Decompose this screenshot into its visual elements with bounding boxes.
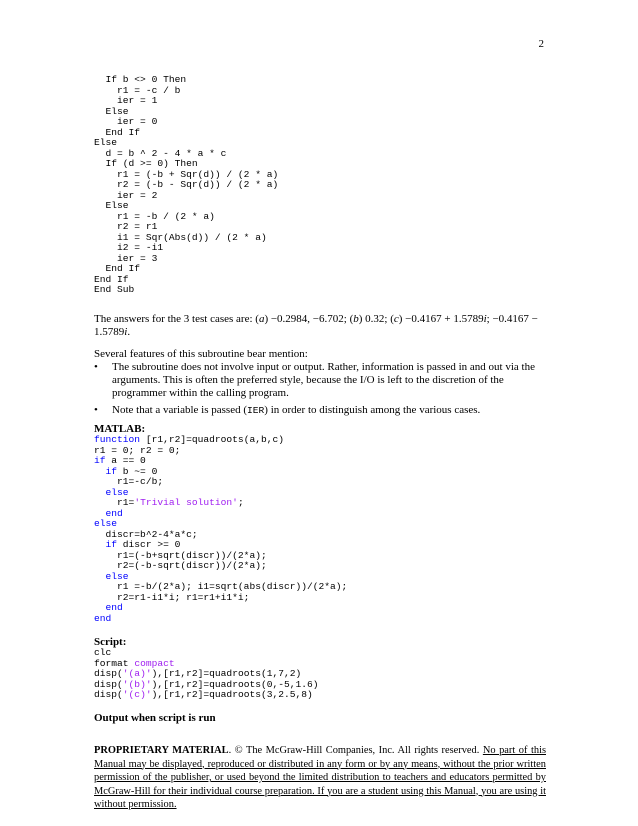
script-code-block (94, 648, 319, 701)
code-line (94, 571, 129, 582)
code-string: '(a)' (122, 668, 152, 679)
answers-label-c: c (393, 313, 399, 325)
code-text (94, 508, 106, 519)
code-keyword: end (105, 602, 123, 613)
vba-code-block: If b <> 0 Then r1 = -c / b ier = 1 Else ier = 0 End If Else d = b ^ 2 - 4 * a * c If (d >= 0) Then r1 = (-b + Sqr(d)) / (2 * a) r2 = (-b - Sqr(d)) / (2 * a) ier = 2 Else r1 = -b / (2 * a) r2 = r1 i1 = Sqr(Abs(d)) / (2 * a) i2 = -i1 ier = 3 End If End If End Sub (94, 74, 279, 295)
code-line (94, 487, 129, 498)
code-text: discr >= 0 (117, 539, 181, 550)
code-text (94, 602, 106, 613)
code-text: disp( (94, 668, 123, 679)
output-heading: Output when script is run (94, 712, 216, 724)
code-line (94, 647, 111, 658)
feature-text: The subroutine does not involve input or output. Rather, information is passed in and out via the arguments. This is often the preferred style, because the I/O is left to the discretion of the programmer within the calling program. (112, 361, 535, 399)
list-item (94, 361, 546, 400)
code-text (94, 466, 106, 477)
footer-plain: . © The McGraw-Hill Companies, Inc. All rights reserved. (228, 745, 483, 756)
answers-prefix: The answers for the 3 test cases are: ( (94, 313, 259, 325)
answers-value-b: ) 0.32; ( (358, 313, 394, 325)
code-line (94, 455, 146, 466)
code-text: r1 =-b/(2*a); i1=sqrt(abs(discr))/(2*a); (94, 581, 348, 592)
feature-text-before: Note that a variable is passed ( (112, 404, 248, 416)
code-string: 'Trivial solution' (134, 497, 238, 508)
code-text: format (94, 657, 135, 669)
code-text: r2=r1-i1*i; r1=r1+i1*i; (94, 591, 250, 603)
code-line (94, 602, 123, 613)
code-text (94, 571, 106, 582)
code-text: ),[r1,r2]=quadroots(1,7,2) (151, 668, 302, 679)
code-keyword: if (105, 465, 118, 477)
code-line (94, 466, 157, 477)
code-line (94, 689, 313, 700)
code-string: '(c)' (122, 689, 152, 700)
inline-code: IER (247, 405, 265, 416)
code-line (94, 434, 284, 445)
code-line (94, 668, 301, 679)
matlab-heading: MATLAB: (94, 423, 146, 435)
code-text: r1=-c/b; (94, 476, 164, 487)
answers-label-b: b (353, 313, 359, 325)
code-text: ),[r1,r2]=quadroots(0,-5,1.6) (151, 678, 319, 690)
bullet-icon: • (94, 404, 98, 416)
code-keyword: if (94, 455, 106, 466)
script-heading: Script: (94, 636, 127, 648)
code-keyword: function (94, 434, 141, 445)
code-keyword: else (105, 486, 129, 498)
answers-suffix: . (127, 326, 131, 338)
answers-value-c-2: ; −0.4167 − 1.5789 (94, 313, 538, 338)
code-text: [r1,r2]=quadroots(a,b,c) (140, 434, 284, 445)
code-line (94, 476, 163, 487)
code-line (94, 497, 244, 508)
features-intro: Several features of this subroutine bear mention: (94, 348, 308, 360)
copyright-footer (94, 744, 546, 812)
code-line (94, 518, 117, 529)
code-line (94, 592, 249, 603)
code-line (94, 539, 180, 550)
code-text: r2=(-b-sqrt(discr))/(2*a); (94, 560, 267, 571)
code-keyword: if (105, 539, 118, 550)
code-text: clc (94, 647, 112, 658)
imaginary-unit: i (124, 326, 128, 338)
code-line (94, 658, 175, 669)
code-text: discr=b^2-4*a*c; (94, 528, 198, 540)
code-text: a == 0 (105, 455, 146, 466)
code-line (94, 581, 347, 592)
code-line (94, 508, 123, 519)
answers-label-a: a (258, 313, 265, 325)
code-text: disp( (94, 689, 123, 700)
code-text: disp( (94, 678, 123, 690)
page-number: 2 (538, 38, 544, 50)
footer-underlined: No part of this Manual may be displayed, reproduced or distributed in any form or by any means, without the prior written permission of the publisher, or used beyond the limited distribution to teachers and educators permitted by McGraw-Hill for their individual course preparation. If you are a student using this Manual, you are using it without permission. (94, 745, 546, 810)
code-line (94, 529, 198, 540)
code-keyword: end (105, 507, 123, 519)
code-line (94, 560, 267, 571)
answers-paragraph (94, 313, 546, 339)
code-string: compact (134, 657, 175, 669)
answers-value-c-1: ) −0.4167 + 1.5789 (398, 313, 484, 325)
code-line (94, 679, 319, 690)
code-text: ; (237, 497, 244, 508)
code-line (94, 550, 267, 561)
footer-bold: PROPRIETARY MATERIAL (94, 745, 229, 756)
features-list (94, 361, 546, 421)
code-string: '(b)' (122, 678, 152, 690)
code-text: ),[r1,r2]=quadroots(3,2.5,8) (151, 689, 313, 700)
code-keyword: else (94, 518, 118, 529)
feature-text-after: ) in order to distinguish among the various cases. (264, 404, 481, 416)
code-text (94, 539, 106, 550)
code-keyword: end (94, 612, 112, 624)
matlab-code-block (94, 435, 347, 624)
imaginary-unit: i (483, 313, 487, 325)
code-line (94, 613, 111, 624)
bullet-icon: • (94, 361, 98, 373)
code-text: r1= (94, 497, 135, 508)
code-text: b ~= 0 (117, 465, 158, 477)
code-text (94, 487, 106, 498)
code-line (94, 445, 180, 456)
code-text: r1 = 0; r2 = 0; (94, 444, 181, 456)
code-text: r1=(-b+sqrt(discr))/(2*a); (94, 549, 267, 561)
code-keyword: else (105, 570, 129, 582)
list-item (94, 404, 546, 417)
answers-value-a: ) −0.2984, −6.702; ( (264, 313, 354, 325)
